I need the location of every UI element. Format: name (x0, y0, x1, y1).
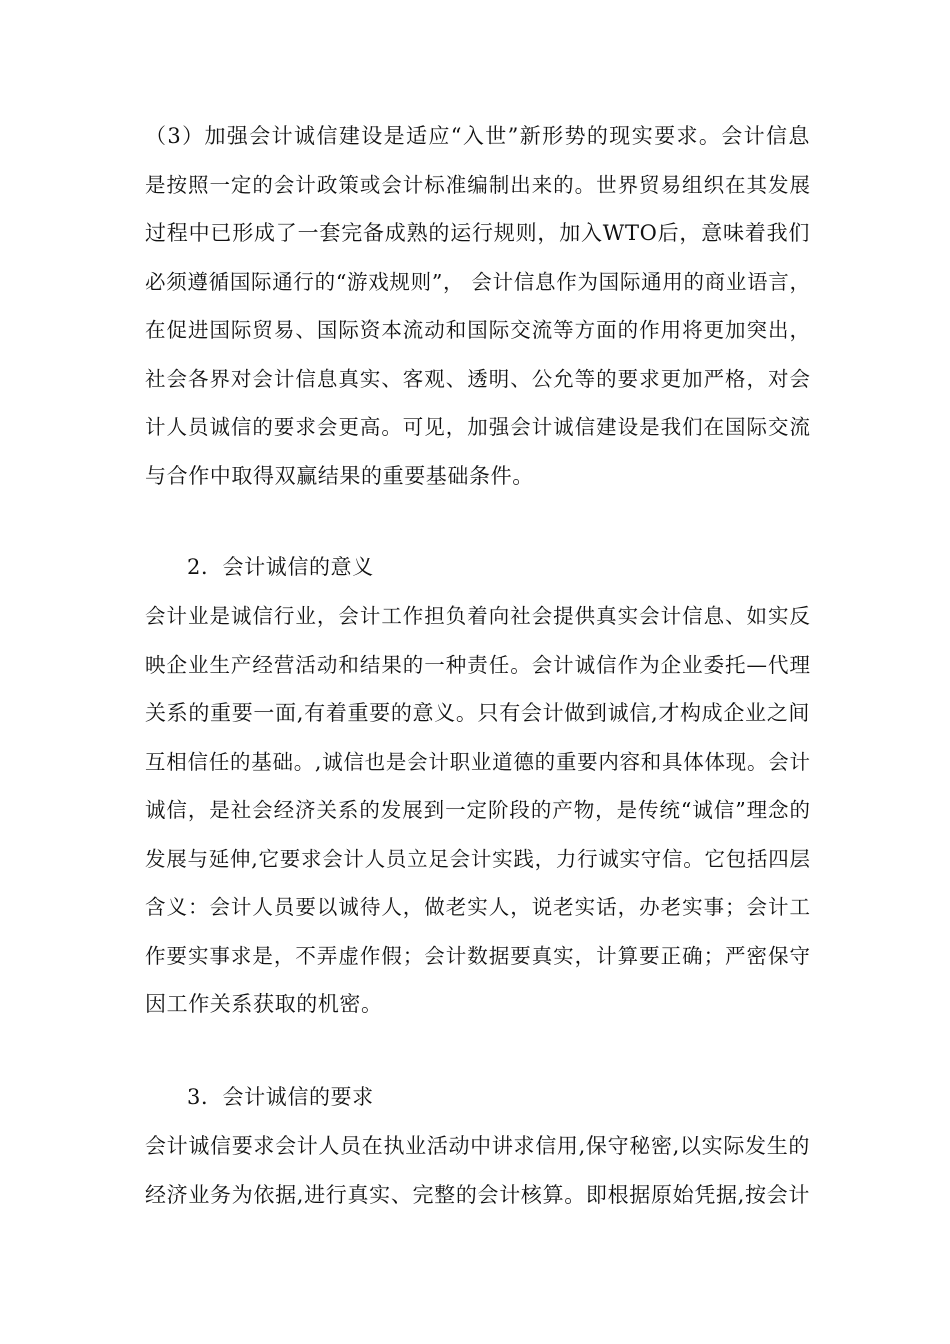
paragraph-line: （3）加强会计诚信建设是适应“入世”新形势的现实要求。会计信息 (145, 124, 810, 148)
paragraph-line: 会计业是诚信行业，会计工作担负着向社会提供真实会计信息、如实反 (145, 604, 810, 628)
paragraph-line: 互相信任的基础。,诚信也是会计职业道德的重要内容和具体体现。会计 (145, 749, 810, 774)
paragraph-line: 发展与延伸,它要求会计人员立足会计实践，力行诚实守信。它包括四层 (145, 846, 810, 871)
paragraph-line: 映企业生产经营活动和结果的一种责任。会计诚信作为企业委托—代理 (145, 652, 810, 677)
paragraph-line: 是按照一定的会计政策或会计标准编制出来的。世界贸易组织在其发展 (145, 172, 810, 197)
paragraph-wto-requirement (145, 112, 810, 500)
paragraph-line: 社会各界对会计信息真实、客观、透明、公允等的要求更加严格，对会 (145, 366, 810, 391)
paragraph-line: 经济业务为依据,进行真实、完整的会计核算。即根据原始凭据,按会计 (145, 1182, 810, 1207)
paragraph-line: 过程中已形成了一套完备成熟的运行规则，加入WTO后，意味着我们 (145, 221, 810, 245)
paragraph-line: 在促进国际贸易、国际资本流动和国际交流等方面的作用将更加突出， (145, 318, 810, 342)
paragraph-line: 必须遵循国际通行的“游戏规则”， 会计信息作为国际通用的商业语言， (145, 269, 810, 294)
paragraph-line: 作要实事求是，不弄虚作假；会计数据要真实，计算要正确；严密保守 (145, 943, 810, 968)
paragraph-line: 因工作关系获取的机密。 (145, 992, 383, 1016)
paragraph-significance (145, 592, 810, 1029)
paragraph-line: 会计诚信要求会计人员在执业活动中讲求信用,保守秘密,以实际发生的 (145, 1134, 810, 1158)
paragraph-line: 计人员诚信的要求会更高。可见，加强会计诚信建设是我们在国际交流 (145, 415, 810, 439)
paragraph-line: 含义：会计人员要以诚待人，做老实人，说老实话，办老实事；会计工 (145, 895, 810, 919)
paragraph-line: 诚信，是社会经济关系的发展到一定阶段的产物，是传统“诚信”理念的 (145, 798, 810, 822)
paragraph-line: 关系的重要一面,有着重要的意义。只有会计做到诚信,才构成企业之间 (145, 701, 810, 725)
paragraph-line: 与合作中取得双赢结果的重要基础条件。 (145, 463, 534, 488)
paragraph-requirements (145, 1122, 810, 1219)
section-heading-requirements: 3．会计诚信的要求 (187, 1085, 374, 1109)
section-heading-significance: 2．会计诚信的意义 (187, 555, 374, 579)
